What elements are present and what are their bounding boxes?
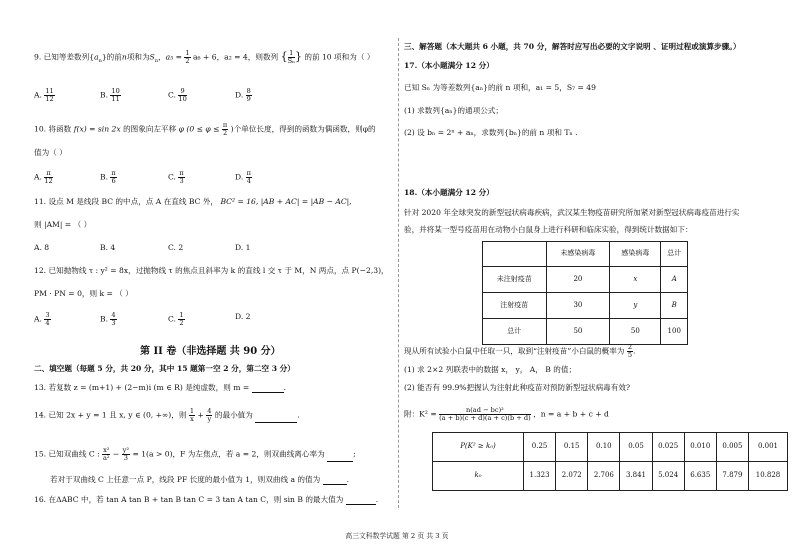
fill-in-heading: 二、填空题（每题 5 分，共 20 分，其中 15 题第一空 2 分，第二空 3 分） [34,364,295,373]
q10-text: φ (0 ≤ φ ≤ [178,124,220,134]
q14-fraction-2: $\frac{4}{y}$ [207,407,212,423]
q11-option-text: B. 4 [100,243,116,252]
question-17-part-2: (2) 设 bₙ = 2ⁿ + aₙ，求数列{bₙ}的前 n 项和 Tₙ . [404,128,578,137]
probability-cell: 0.25 [524,433,556,462]
question-15-line2: 若对于双曲线 C 上任意一点 P，线段 PF 长度的最小值为 1，则双曲线 a 的值为 . [50,475,350,484]
q10-text: f(x) = sin 2x [73,124,121,134]
q9-option-fraction-numerator: 10 [111,87,120,95]
q11-option-0[interactable] [34,243,49,253]
table-cell: 50 [610,319,661,345]
critical-value-cell: 10.828 [748,462,787,491]
q9-option-fraction-numerator: 8 [246,87,251,95]
probability-cell: 0.15 [556,433,588,462]
q11-text: 11. 设点 M 是线段 BC 的中点，点 A 在直线 BC 外， [34,197,219,206]
q9-option-fraction-numerator: 9 [178,88,186,96]
q11-option-3[interactable] [235,243,250,253]
q9-option-fraction-denominator: 12 [45,94,54,103]
q10-text: 10. 将函数 [34,124,72,134]
q9-option-1[interactable] [100,88,121,103]
q16-answer-blank[interactable] [346,496,376,505]
q12-option-2[interactable] [168,312,185,327]
critical-value-cell: 2.072 [556,462,588,491]
q10-option-fraction-denominator: 4 [246,176,251,185]
q10-option-label: C. [168,172,179,182]
q11-option-text: A. 8 [34,243,50,252]
q10-option-fraction-denominator: 3 [179,176,184,185]
q9-option-fraction [44,88,54,103]
question-11-stem [34,197,352,207]
q10-option-fraction-denominator: 12 [44,176,53,185]
critical-value-cell: 2.706 [588,462,620,491]
q9-option-fraction-denominator: 10 [178,94,187,103]
q15-text: = 1(a > 0)，F 为左焦点，若 a = 2，则双曲线离心率为 [132,449,325,459]
q10-option-0[interactable] [34,170,53,185]
question-18-part-1: (1) 求 2×2 列联表中的数据 x， y， A， B 的值； [404,365,577,374]
table-row [483,267,688,293]
probability-cell: 0.005 [716,433,748,462]
probability-cell: 0.010 [684,433,716,462]
probability-cell: 0.001 [748,433,787,462]
q12-option-fraction [110,312,116,327]
formula-text: 附：K² = [404,409,437,419]
q9-fraction: $\frac{1}{2}$ [185,49,190,65]
probability-row [433,433,788,462]
q10-option-fraction-denominator: 6 [111,176,116,185]
probability-label: P(K² ≥ k₀) [433,433,524,462]
q12-option-fraction-denominator: 3 [111,318,116,327]
q10-option-fraction [178,170,184,185]
q12-option-label: D. [235,312,246,321]
q12-option-3[interactable] [235,312,251,322]
probability-cell: 0.025 [652,433,684,462]
q9-text: }的前 [101,52,122,62]
question-18-part-2: (2) 能否有 99.9%把握认为注射此种疫苗对预防新型冠状病毒有效? [404,383,631,392]
q9-text: 9. 已知等差数列{ [34,52,95,62]
q18-fraction: $\frac{2}{5}$ [627,343,633,359]
question-16: 16. 在ΔABC 中，若 tan A tan B + tan B tan C = 3 tan A tan C，则 sin B 的最大值为 . [34,495,379,504]
q10-option-fraction-numerator: π [246,169,251,177]
q10-option-label: A. [34,172,45,182]
critical-value-cell: 1.323 [524,462,556,491]
q12-option-fraction-numerator: 1 [179,311,184,319]
q10-option-fraction [246,170,252,185]
q12-option-0[interactable] [34,312,51,327]
question-10-line2: 值为（ ） [34,148,67,157]
q10-option-fraction [110,170,116,185]
q9-text: 的前 10 项和为（ ） [304,52,375,62]
q9-option-fraction [110,88,120,103]
page-footer: 高三文科数学试题 第 2 页 共 3 页 [345,532,449,540]
q9-text: a₆ + 6，a₂ = 4，则数列 [192,52,279,62]
q15-answer-blank-2[interactable] [323,476,347,485]
question-18-line3: 现从所有试验小白鼠中任取一只，取到“注射疫苗”小白鼠的概率为 $\frac{2}{5}$ . [404,343,636,359]
question-18-title: 18.（本小题满分 12 分） [404,188,494,197]
column-divider [398,38,399,508]
q11-option-text: D. 1 [235,243,251,252]
q13-text: 13. 若复数 z = (m+1) + (2−m)i (m ∈ R) 是纯虚数，则 m = [34,383,250,392]
q9-option-fraction [178,88,186,103]
q10-option-3[interactable] [235,170,252,185]
table-cell: 100 [661,319,688,345]
chi-square-formula [404,407,609,422]
question-11-line2: 则 |AM| = （ ） [34,220,92,229]
q15-fraction-1: $\frac{\text{x²}}{\text{a²}}$ [102,446,110,462]
table-cell: x [610,267,661,293]
q12-option-1[interactable] [100,312,117,327]
q15-text: 15. 已知双曲线 C : [34,449,100,459]
q9-text: a [94,52,99,62]
q18-text: 现从所有试验小白鼠中任取一只，取到“注射疫苗”小白鼠的概率为 [404,346,625,356]
question-17-part-1: (1) 求数列{aₙ}的通项公式； [404,106,503,115]
q9-option-label: B. [100,90,111,100]
q11-option-2[interactable] [168,243,183,253]
contingency-table [482,241,688,345]
q12-option-fraction [44,312,50,327]
q16-text: 16. 在ΔABC 中，若 tan A tan B + tan B tan C = 3 tan A tan C，则 sin B 的最大值为 [34,495,344,504]
probability-cell: 0.05 [620,433,652,462]
q9-option-fraction-denominator: 11 [111,94,120,103]
q10-option-2[interactable] [168,170,185,185]
q9-option-label: D. [235,90,246,100]
critical-value-label: k₀ [433,462,524,491]
question-18-line1: 针对 2020 年全球突发的新型冠状病毒疾病，武汉某生物疫苗研究所加紧对新型冠状病毒疫苗进行实 [404,208,740,217]
q10-option-label: D. [235,172,246,182]
q9-text: 项和为 [126,52,150,62]
answer-section-heading: 三、解答题（本大题共 6 小题，共 70 分，解答时应写出必要的文字说明 、证明过程或演算步骤。） [404,42,741,51]
probability-cell: 0.10 [588,433,620,462]
question-17-stem: 已知 Sₙ 为等差数列{aₙ}的前 n 项和，a₁ = 5，S₇ = 49 [404,83,596,92]
question-10-stem [34,122,376,137]
q10-option-fraction-numerator: π [44,170,52,178]
table-cell: 50 [546,319,610,345]
q9-fraction-2: $\frac{1}{\text{Sₙ}}$ [287,49,295,65]
q14-fraction-1: $\frac{1}{x}$ [189,407,195,423]
table-cell: 未注射疫苗 [483,267,547,293]
q12-option-label: B. [100,314,111,324]
q9-option-3[interactable] [235,88,252,103]
q9-text: n [121,52,127,62]
q10-option-1[interactable] [100,170,117,185]
q10-option-fraction-numerator: π [111,169,116,177]
q14-answer-blank[interactable] [255,414,297,423]
q12-option-fraction [178,312,184,327]
q12-option-fraction-numerator: 3 [45,311,50,319]
q9-text: ， [157,52,166,62]
q10-option-fraction [44,170,52,185]
q15-text: 若对于双曲线 C 上任意一点 P，线段 PF 长度的最小值为 1，则双曲线 a 的值为 [50,475,321,484]
question-17-title: 17.（本小题满分 12 分） [404,61,494,70]
q10-option-fraction-numerator: π [179,169,184,177]
q9-option-0[interactable] [34,88,55,103]
question-13: 13. 若复数 z = (m+1) + (2−m)i (m ∈ R) 是纯虚数，则 m = . [34,383,287,392]
table-cell: 20 [546,267,610,293]
table-header-cell: 总计 [661,242,688,267]
formula-fraction: $\frac{\text{n(ad − bc)²}}{(a + b)(c + d)(a + c)(b + d)}$ [439,406,531,422]
critical-value-row [433,462,788,491]
q9-option-fraction-denominator: 9 [246,94,251,103]
table-cell: A [661,267,688,293]
q10-fraction: $\frac{\pi}{2}$ [222,121,228,137]
q12-option-label: C. [168,314,179,324]
q10-option-label: B. [100,172,111,182]
critical-value-cell: 3.841 [620,462,652,491]
formula-text: ，n = a + b + c + d [533,409,609,419]
question-12-stem: 12. 已知抛物线 τ : y² = 8x，过抛物线 τ 的焦点且斜率为 k 的直线 l 交 τ 于 M，N 两点，点 P(−2,3)， [34,266,389,275]
q12-option-label: A. [34,314,45,324]
q11-option-1[interactable] [100,243,115,253]
q12-option-fraction-denominator: 4 [45,318,50,327]
q13-answer-blank[interactable] [252,384,284,393]
q15-answer-blank-1[interactable] [327,453,353,462]
q9-option-label: A. [34,90,45,100]
q14-text: 的最小值为 [214,410,253,420]
q9-text: S [149,52,155,62]
table-header-cell: 感染病毒 [610,242,661,267]
q10-text: )个单位长度，得到的函数为偶函数，则φ的 [230,124,376,134]
table-cell: B [661,293,688,319]
question-15: 15. 已知双曲线 C : $\frac{\text{x²}}{\text{a²}}$ − $\frac{\text{y²}}{3}$ = 1(a > 0)，F 为左焦点，若 a = 2，则双曲线离心率为 ; [34,446,356,462]
table-row [483,319,688,345]
table-cell: 注射疫苗 [483,293,547,319]
critical-value-cell: 5.024 [652,462,684,491]
question-9-stem: 9. 已知等差数列$\{a_n\}$的前n项和为$S_n$，a₅ = $\frac{1}{2}$ a₆ + 6，a₂ = 4，则数列 { $\frac{1}{\text{Sₙ}}$ } 的前 10 项和为（ ） [34,49,375,65]
q9-option-fraction-numerator: 11 [45,87,54,95]
q15-fraction-2: $\frac{\text{y²}}{3}$ [122,446,130,462]
q12-option-value: 2 [245,312,251,321]
q9-text: a₅ = [165,52,182,62]
table-cell: y [610,293,661,319]
q9-option-2[interactable] [168,88,187,103]
table-header-row [483,242,688,267]
q12-option-fraction-numerator: 4 [111,311,116,319]
table-header-cell: 未感染病毒 [546,242,610,267]
q14-text: 14. 已知 2x + y = 1 且 x, y ∈ (0, +∞)，则 [34,410,187,420]
question-12-line2: PM · PN = 0，则 k = （ ） [34,289,133,298]
critical-value-cell: 6.635 [684,462,716,491]
q9-option-fraction [246,88,252,103]
q10-text: 的图象向左平移 [123,124,177,134]
table-cell: 总计 [483,319,547,345]
table-header-cell [483,242,547,267]
q12-option-fraction-denominator: 2 [179,318,184,327]
table-row [483,293,688,319]
question-18-line2: 验，并将某一型号疫苗用在动物小白鼠身上进行科研和临床实验，得到统计数据如下： [404,225,693,234]
table-cell: 30 [546,293,610,319]
q11-option-text: C. 2 [168,243,184,252]
part-2-title: 第 II 卷（非选择题 共 90 分） [140,346,281,357]
critical-value-table [432,432,788,491]
question-14: 14. 已知 2x + y = 1 且 x, y ∈ (0, +∞)，则 $\frac{1}{x}$ + $\frac{4}{y}$ 的最小值为 . [34,407,300,423]
q9-option-label: C. [168,90,179,100]
q11-text: BC² = 16, |AB + AC| = |AB − AC|, [220,197,352,206]
critical-value-cell: 7.879 [716,462,748,491]
